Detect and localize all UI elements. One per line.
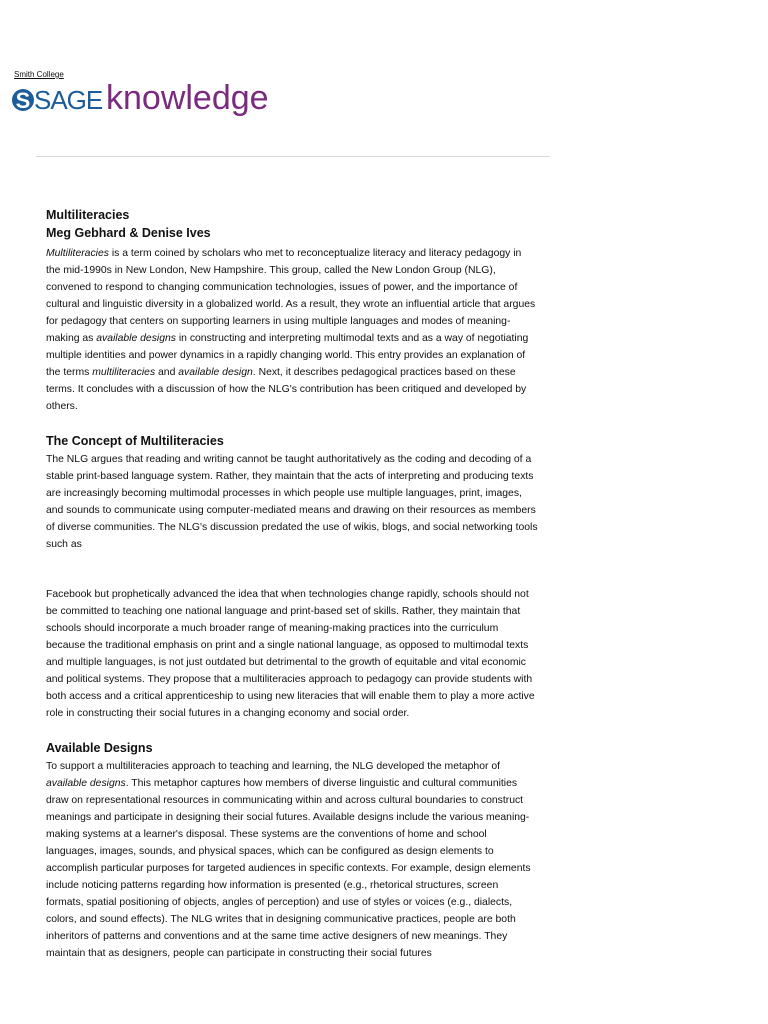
ad-text-2: . This metaphor captures how members of diverse linguistic and cultural communities draw on representational resources in communicating within and across cultural boundaries to construct meanings and participate in designing their social futures. Available designs include the various meaning-making systems at a learner's disposal. These systems are the conventions of home and school languages, images, sounds, and physical spaces, which can be configured as design elements to accomplish particular purposes for targeted audiences in specific contexts. For example, design elements include noticing patterns regarding how information is presented (e.g., rhetorical structures, screen formats, spatial positioning of objects, angles of perception) and use of styles or voices (e.g., dialects, colors, and sound effects). The NLG writes that in designing communicative practices, people are both inheritors of patterns and conventions and at the same time active designers of new meanings. They maintain that as designers, people can participate in constructing their social futures [46,778,531,959]
intro-text-4: . Next, it describes pedagogical practices based on these terms. It concludes with a discussion of how the NLG's contribution has been critiqued and developed by others. [46,367,527,412]
ad-text-1: To support a multiliteracies approach to teaching and learning, the NLG developed the metaphor of [46,761,501,772]
concept-paragraph-2: Facebook but prophetically advanced the idea that when technologies change rapidly, schools should not be committed to teaching one national language and print-based set of skills. Rather, they maintain that schools should incorporate a much broader range of meaning-making practices into the curriculum because the traditional emphasis on print and a single national language, as opposed to multimodal texts and multiple languages, is not just outdated but detrimental to the growth of equitable and vital economic and political systems. They propose that a multiliteracies approach to pedagogy can provide students with both access and a critical apprenticeship to using new literacies that will enable them to play a more active role in constructing their social futures in a changing economy and social order. [46,589,535,719]
section-heading-concept: The Concept of Multiliteracies [46,434,224,448]
section-heading-available-designs: Available Designs [46,741,153,755]
article-authors: Meg Gebhard & Denise Ives [46,226,211,240]
intro-term-multiliteracies: Multiliteracies [46,248,109,259]
intro-term-available-design: available design [178,367,253,378]
intro-text-2: in constructing and interpreting multimodal texts and as a way of negotiating multiple identities and power dynamics in a rapidly changing world. This entry provides an explanation of the terms [46,333,529,378]
intro-term-multiliteracies-2: multiliteracies [92,367,156,378]
article-body [46,206,538,962]
intro-text-1: is a term coined by scholars who met to reconceptualize literacy and literacy pedagogy in the mid-1990s in New London, New Hampshire. This group, called the New London Group (NLG), convened to respond to changing communication technologies, issues of power, and the importance of cultural and linguistic diversity in a globalized world. As a result, they wrote an influential article that argues for pedagogy that centers on supporting learners in using multiple languages and modes of meaning-making as [46,248,536,344]
intro-term-available-designs: available designs [96,333,176,344]
sage-logo-icon [12,78,274,118]
ad-term-available-designs: available designs [46,778,126,789]
institution-link[interactable]: Smith College [14,70,64,79]
article-title: Multiliteracies [46,208,130,222]
available-designs-paragraph [46,758,538,962]
intro-text-3: and [155,367,179,378]
knowledge-wordmark: knowledge [106,79,269,117]
page-break [46,553,538,586]
sage-knowledge-logo[interactable] [12,78,274,118]
intro-paragraph [46,245,538,415]
header-divider [36,156,550,157]
sage-wordmark: SAGE [34,85,103,115]
concept-paragraph-1: The NLG argues that reading and writing cannot be taught authoritatively as the coding and decoding of a stable print-based language system. Rather, they maintain that the acts of interpreting and producing texts are increasingly becoming multimodal processes in which people use multiple languages, print, images, and sounds to communicate using computer-mediated means and drawing on their resources as members of diverse communities. The NLG's discussion predated the use of wikis, blogs, and social networking tools such as [46,454,538,550]
svg-text:S: S [15,88,31,113]
